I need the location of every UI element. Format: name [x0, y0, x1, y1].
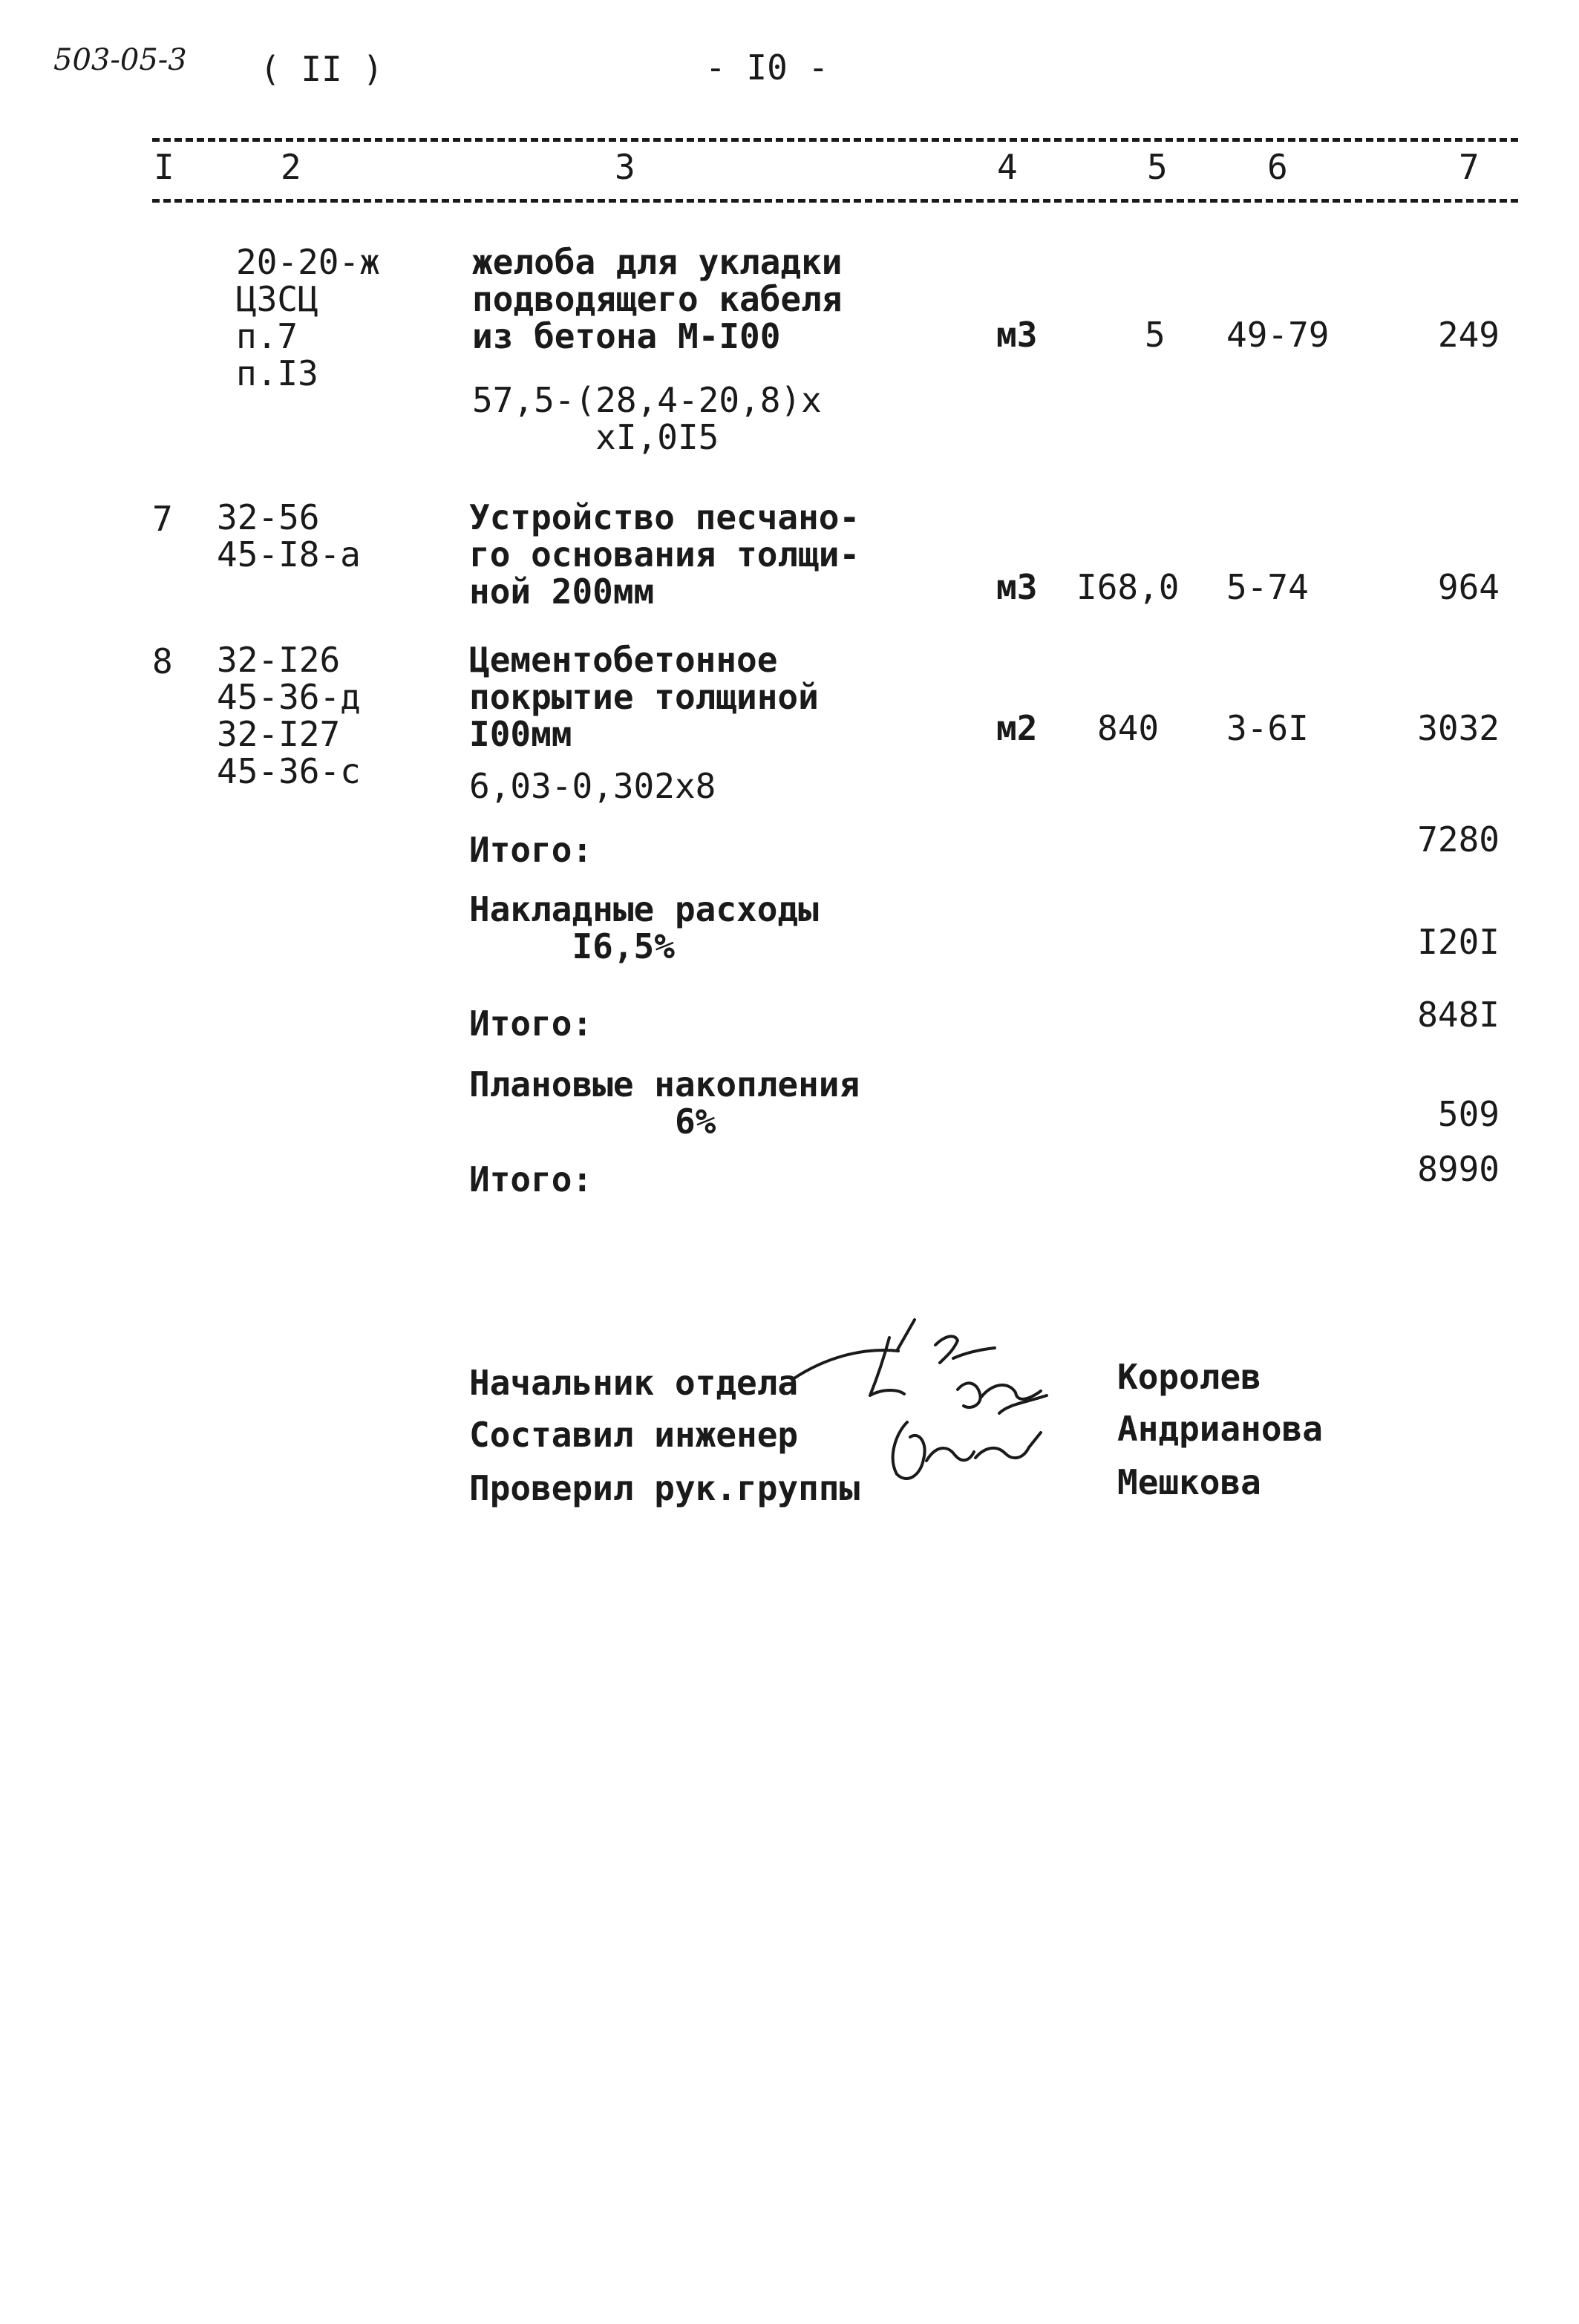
overhead-value: I20I	[1417, 922, 1500, 962]
column-header-1: I	[154, 147, 174, 187]
signature-name: Королев	[1117, 1357, 1261, 1397]
row-unit: м3	[996, 315, 1038, 355]
signature-role: Составил инженер	[469, 1415, 799, 1455]
row-work-name: Цементобетонное покрытие толщиной I00мм	[469, 640, 819, 754]
row-number: 8	[152, 641, 173, 681]
row-unit-price: 49-79	[1226, 315, 1330, 355]
column-header-3: 3	[615, 147, 635, 187]
grand-total-value: 8990	[1417, 1149, 1500, 1189]
row-unit-price: 3-6I	[1226, 708, 1309, 748]
column-header-4: 4	[997, 147, 1018, 187]
table-header-rule	[152, 199, 1518, 203]
document-code: 503-05-3	[53, 43, 187, 77]
row-formula: 6,03-0,302x8	[469, 766, 716, 806]
row-codes: 20-20-ж ЦЗСЦ п.7 п.I3	[236, 242, 380, 393]
signature-role: Проверил рук.группы	[469, 1468, 860, 1508]
album-number: ( II )	[260, 49, 384, 89]
column-header-5: 5	[1147, 147, 1168, 187]
row-unit-price: 5-74	[1226, 567, 1309, 607]
row-unit: м3	[996, 567, 1038, 607]
signature-name: Мешкова	[1117, 1462, 1261, 1502]
page-number: - I0 -	[705, 48, 829, 88]
overhead-label: Накладные расходы I6,5%	[469, 889, 819, 966]
table-top-rule	[152, 138, 1518, 142]
row-formula: 57,5-(28,4-20,8)x xI,0I5	[472, 380, 822, 457]
planned-savings-label: Плановые накопления 6%	[469, 1064, 860, 1142]
row-work-name: Устройство песчано- го основания толщи- ной 200мм	[469, 497, 860, 612]
subtotal-value: 848I	[1417, 995, 1500, 1035]
signature-role: Начальник отдела	[469, 1363, 799, 1403]
column-header-7: 7	[1459, 147, 1480, 187]
row-work-name: желоба для укладки подводящего кабеля из бетона М-I00	[472, 242, 843, 356]
handwritten-signatures	[772, 1306, 1114, 1529]
signature-name: Андрианова	[1117, 1409, 1323, 1449]
grand-total-label: Итого:	[469, 1159, 593, 1199]
subtotal-label: Итого:	[469, 830, 593, 870]
planned-savings-value: 509	[1437, 1094, 1500, 1134]
row-codes: 32-56 45-I8-а	[217, 497, 361, 575]
row-unit: м2	[996, 708, 1038, 748]
row-quantity: 5	[1145, 315, 1166, 355]
row-codes: 32-I26 45-36-д 32-I27 45-36-с	[217, 640, 361, 791]
subtotal-value: 7280	[1417, 819, 1500, 860]
subtotal-label: Итого:	[469, 1004, 593, 1044]
row-total: 964	[1437, 567, 1500, 607]
row-quantity: 840	[1097, 708, 1160, 748]
row-total: 249	[1437, 315, 1500, 355]
row-total: 3032	[1417, 708, 1500, 748]
row-quantity: I68,0	[1076, 567, 1180, 607]
row-number: 7	[152, 499, 173, 539]
column-header-6: 6	[1267, 147, 1288, 187]
column-header-2: 2	[281, 147, 301, 187]
